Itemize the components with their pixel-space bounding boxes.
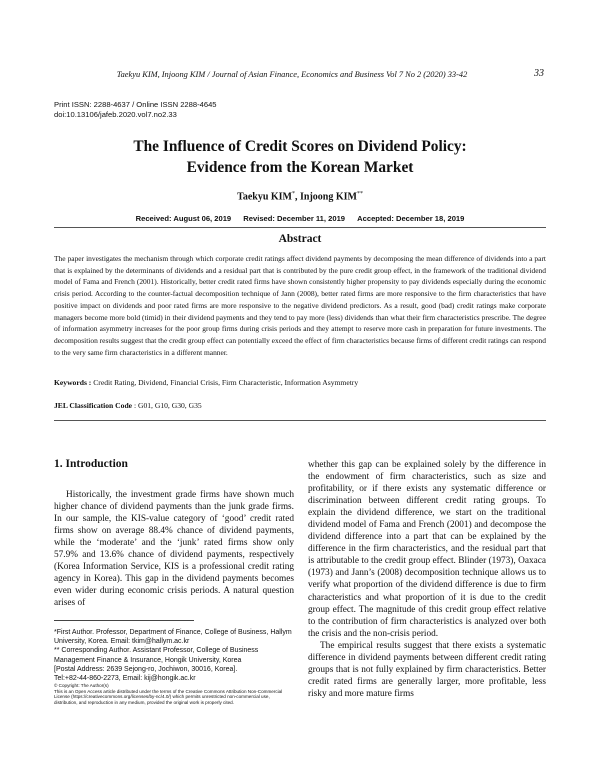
intro-paragraph-3: The empirical results suggest that there exists a systematic difference in dividend payments between different credit rating groups that is not fully explained by firm characteristics. Better credit rated firms are generally larger, more profitable, less risky and more mature firms xyxy=(308,640,546,699)
author-2-mark: ** xyxy=(356,191,363,197)
revised-date: Revised: December 11, 2019 xyxy=(243,214,346,223)
footnote-contact: Tel:+82-44-860-2273, Email: kij@hongik.ac.kr xyxy=(54,675,196,683)
author-1: Taekyu KIM xyxy=(237,191,292,203)
accepted-date: Accepted: December 18, 2019 xyxy=(357,214,465,223)
issn-line: Print ISSN: 2288-4637 / Online ISSN 2288-4645 xyxy=(54,100,217,109)
jel-codes xyxy=(54,401,546,410)
footnote-license: This is an Open Access article distributed under the terms of the Creative Commons Attribution Non-Commercial License (https://creativecommons.org/licenses/by-nc/4.0/) which permits unrestricted non-commercial use, distribution, and reproduction in any medium, provided the original work is properly cited. xyxy=(54,688,283,705)
abstract-heading: Abstract xyxy=(278,233,322,245)
footnote-postal-address: [Postal Address: 2639 Sejong-ro, Jochiwon, 30016, Korea]. xyxy=(54,665,238,673)
keywords-text: Credit Rating, Dividend, Financial Crisis, Firm Characteristic, Information Asymmetry xyxy=(91,378,359,387)
doi-line: doi:10.13106/jafeb.2020.vol7.no2.33 xyxy=(54,110,177,119)
article-dates xyxy=(40,214,560,223)
keywords-label: Keywords : xyxy=(54,378,92,387)
title-line-2: Evidence from the Korean Market xyxy=(186,159,414,176)
footnote-divider xyxy=(54,620,194,621)
jel-label: JEL Classification Code xyxy=(54,401,133,410)
author-separator: , xyxy=(294,191,300,203)
divider-top xyxy=(54,227,546,228)
intro-right-column xyxy=(308,459,546,700)
footnotes xyxy=(54,628,294,706)
author-2: Injoong KIM xyxy=(299,191,357,203)
intro-left-column xyxy=(54,489,294,609)
intro-paragraph-2: whether this gap can be explained solely by the difference in the endowment of firm characteristics, such as size and profitability, or if there exists any systematic difference or discrimination between different credit rating groups. To explain the dividend difference, we start on the traditional dividend model of Fama and French (2001) and decompose the dividend difference into a part that can be explained by the difference in the firm characteristics, and the residual part that is attributable to the credit group effect. Blinder (1973), Oaxaca (1973) and Jann’s (2008) decomposition technique allows us to verify what proportion of the dividend difference is due to firm characteristics and what proportion of it is due to the credit group effect. The magnitude of this credit group effect relative to the contribution of firm characteristics is analyzed over both the crisis and the non-crisis period. xyxy=(308,460,546,639)
title-line-1: The Influence of Credit Scores on Dividend Policy: xyxy=(133,138,467,155)
divider-bottom xyxy=(54,420,546,421)
jel-text: : G01, G10, G30, G35 xyxy=(132,401,202,410)
paper-title xyxy=(40,136,560,178)
running-head: Taekyu KIM, Injoong KIM / Journal of Asian Finance, Economics and Business Vol 7 No 2 (2020) 33-42 xyxy=(116,70,468,79)
keywords xyxy=(54,378,546,387)
received-date: Received: August 06, 2019 xyxy=(135,214,232,223)
page-number: 33 xyxy=(534,68,544,79)
footnote-corresponding-author: ** Corresponding Author. Assistant Professor, College of Business Management Finance & Insurance, Hongik University, Korea xyxy=(54,647,259,664)
author-line xyxy=(40,191,560,202)
abstract-text: The paper investigates the mechanism through which corporate credit ratings affect dividend payments by decomposing the mean difference of dividends into a part that is explained by the determinants of dividends and a residual part that is contributed by the pure credit group effect, in the framework of the traditional dividend model of Fama and French (2001). Historically, better credit rated firms have shown consistently higher propensity to pay dividends especially during the economic crisis period. According to the counter-factual decomposition technique of Jann (2008), better rated firms are more responsive to the firm characteristics that have positive impact on dividends and poor rated firms are more responsive to the negative dividend predictors. As a result, good (bad) credit ratings make corporate managers become more bold (timid) in their dividend payments and they tend to pay more (less) dividends than what their firm characteristics prescribe. The degree of information asymmetry increases for the poor group firms during crisis periods and they attempt to reserve more cash in preparation for future investments. The decomposition results suggest that the credit group effect can potentially exceed the effect of firm characteristics because firms of different credit ratings can respond to the very same firm characteristics in a different manner. xyxy=(54,254,546,357)
footnote-copyright: © Copyright: The Author(s) xyxy=(54,683,109,689)
introduction-heading: 1. Introduction xyxy=(54,458,128,470)
intro-paragraph-1: Historically, the investment grade firms have shown much higher chance of dividend payments than the junk grade firms. In our sample, the KIS-value category of ‘good’ credit rated firms show on average 88.4% chance of dividend payments, while the ‘moderate’ and the ‘junk’ rated firms show only 57.9% and 13.6% chance of dividend payments, respectively (Korea Information Service, KIS is a professional credit rating agency in Korea). This gap in the dividend payments becomes even wider during economic crisis periods. A natural question arises of xyxy=(54,490,294,609)
author-1-mark: * xyxy=(291,191,295,197)
footnote-first-author: *First Author. Professor, Department of Finance, College of Business, Hallym University, Korea. Email: tkim@hallym.ac.kr xyxy=(54,629,292,646)
issn-block xyxy=(54,100,217,120)
